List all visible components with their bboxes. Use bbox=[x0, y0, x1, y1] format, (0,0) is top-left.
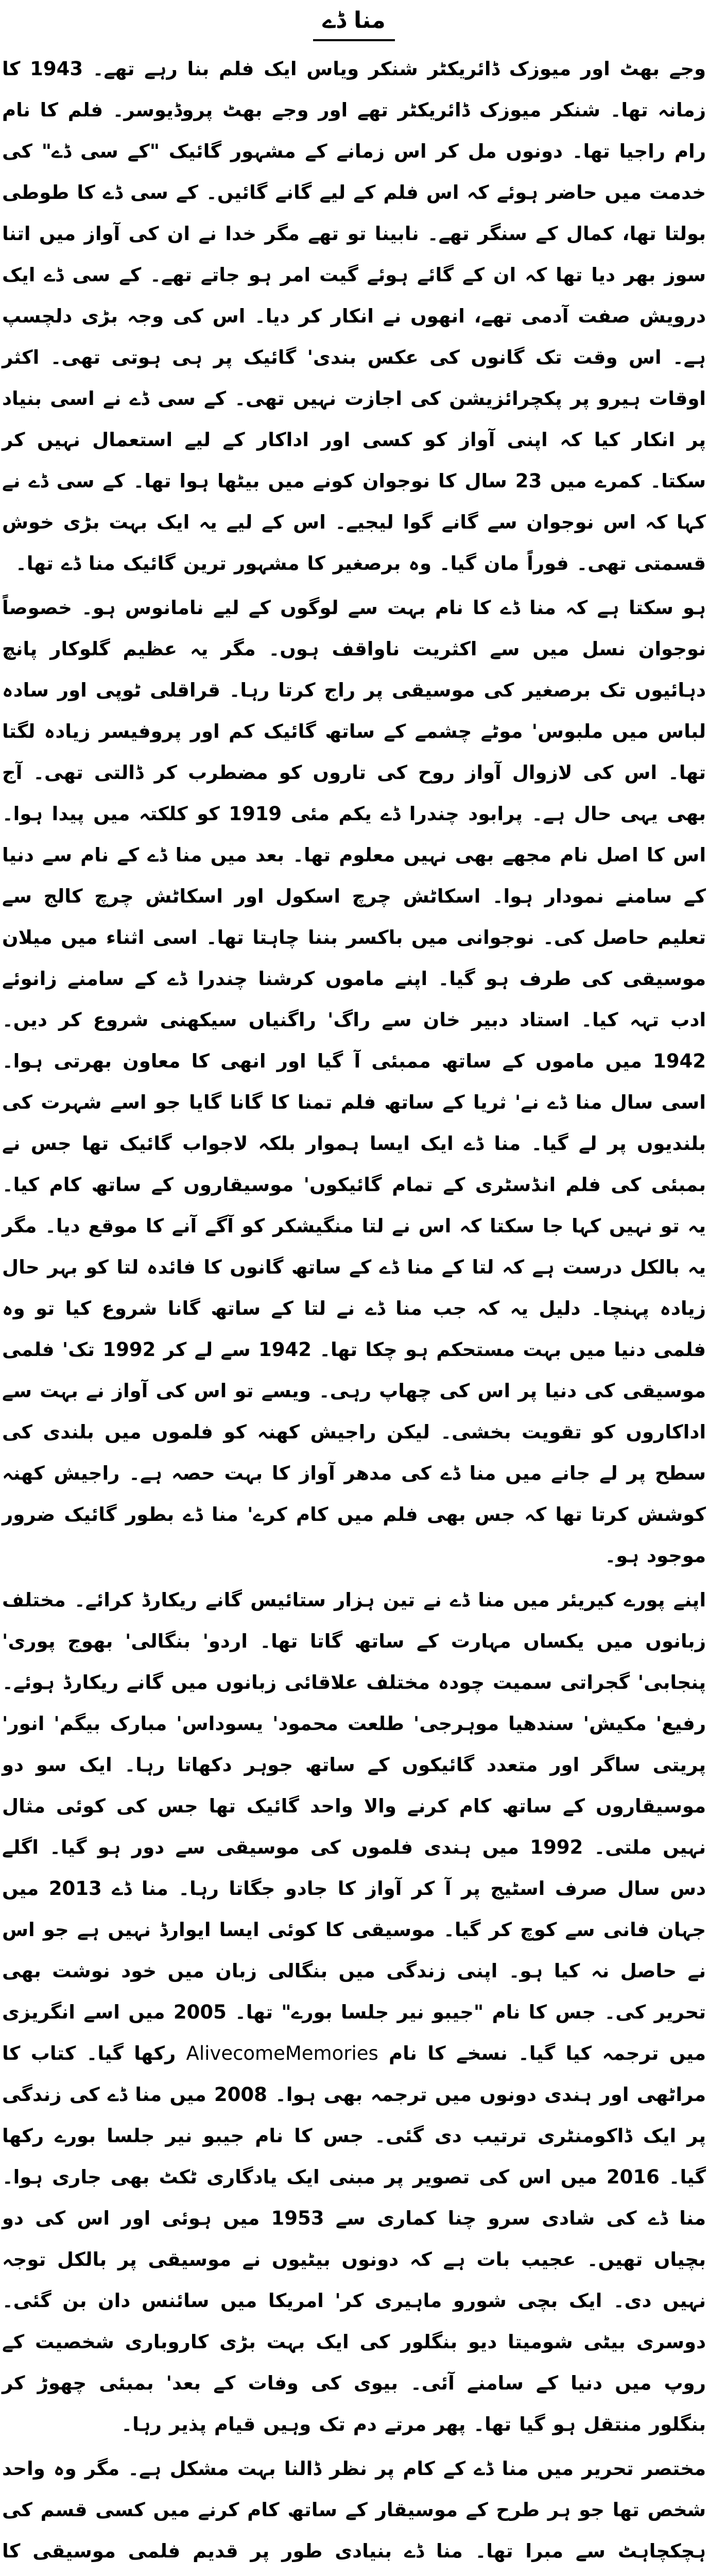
paragraph: مختصر تحریر میں منا ڈے کے کام پر نظر ڈالنا بہت مشکل ہے۔ مگر وہ واحد شخص تھا جو ہر طرح کے موسیقار کے ساتھ کام کرنے میں کسی قسم کی ہچکچاہٹ سے مبرا تھا۔ منا ڈے بنیادی طور پر قدیم فلمی موسیقی کا bbox=[2, 2458, 706, 2562]
paragraph: وجے بھٹ اور میوزک ڈائریکٹر شنکر ویاس ایک فلم بنا رہے تھے۔ 1943 کا زمانہ تھا۔ شنکر میوزک ڈائریکٹر تھے اور وجے بھٹ پروڈیوسر۔ فلم کا نام رام راجیا تھا۔ دونوں مل کر اس زمانے کے مشہور گائیک "کے سی ڈے" کی خدمت میں حاضر ہوئے کہ اس فلم کے لیے گانے گائیں۔ کے سی ڈے کا طوطی بولتا تھا، کمال کے سنگر تھے۔ نابینا تو تھے مگر خدا نے ان کی آواز میں اتنا سوز بھر دیا تھا کہ ان کے گائے ہوئے گیت امر ہو جاتے تھے۔ کے سی ڈے ایک درویش صفت آدمی تھے، انھوں نے انکار کر دیا۔ اس کی وجہ بڑی دلچسپ ہے۔ اس وقت تک گانوں کی عکس بندی' گائیک پر ہی ہوتی تھی۔ اکثر اوقات ہیرو پر پکچرائزیشن کی اجازت نہیں تھی۔ کے سی ڈے نے اسی بنیاد پر انکار کیا کہ اپنی آواز کو کسی اور اداکار کے لیے استعمال نہیں کر سکتا۔ کمرے میں 23 سال کا نوجوان کونے میں بیٹھا ہوا تھا۔ کے سی ڈے نے کہا کہ اس نوجوان سے گانے گوا لیجیے۔ اس کے لیے یہ ایک بہت بڑی خوش قسمتی تھی۔ فوراً مان گیا۔ وہ برصغیر کا مشہور ترین گائیک منا ڈے تھا۔ bbox=[2, 58, 706, 574]
paragraph: اپنے پورے کیریئر میں منا ڈے نے تین ہزار ستائیس گانے ریکارڈ کرائے۔ مختلف زبانوں میں یکساں مہارت کے ساتھ گاتا تھا۔ اردو' بنگالی' بھوج پوری' پنجابی' گجراتی سمیت چودہ مختلف علاقائی زبانوں میں گانے ریکارڈ ہوئے۔ رفیع' مکیش' سندھیا موہرجی' طلعت محمود' یسوداس' مبارک بیگم' انور' پریتی ساگر اور متعدد گائیکوں کے ساتھ جوہر دکھاتا رہا۔ ایک سو دو موسیقاروں کے ساتھ کام کرنے والا واحد گائیک تھا جس کی کوئی مثال نہیں ملتی۔ 1992 میں ہندی فلموں کی موسیقی سے دور ہو گیا۔ اگلے دس سال صرف اسٹیج پر آ کر آواز کا جادو جگاتا رہا۔ منا ڈے 2013 میں جہان فانی سے کوچ کر گیا۔ موسیقی کا کوئی ایسا ایوارڈ نہیں ہے جو اس نے حاصل نہ کیا ہو۔ اپنی زندگی میں بنگالی زبان میں خود نوشت بھی تحریر کی۔ جس کا نام "جیبو نیر جلسا بورے" تھا۔ 2005 میں اسے انگریزی میں ترجمہ کیا گیا۔ نسخے کا نام AlivecomeMemories رکھا گیا۔ کتاب کا مراٹھی اور ہندی دونوں میں ترجمہ بھی ہوا۔ 2008 میں منا ڈے کی زندگی پر ایک ڈاکومنٹری ترتیب دی گئی۔ جس کا نام جیبو نیر جلسا بورے رکھا گیا۔ 2016 میں اس کی تصویر پر مبنی ایک یادگاری ٹکٹ بھی جاری ہوا۔ منا ڈے کی شادی سرو چنا کماری سے 1953 میں ہوئی اور اس کی دو بچیاں تھیں۔ عجیب بات ہے کہ دونوں بیٹیوں نے موسیقی پر بالکل توجہ نہیں دی۔ ایک بچی شورو ماہیری کر' امریکا میں سائنس دان بن گئی۔ دوسری بیٹی شومیتا دیو بنگلور کی ایک بہت بڑی کاروباری شخصیت کے روپ میں دنیا کے سامنے آئی۔ بیوی کی وفات کے بعد' بمبئی چھوڑ کر بنگلور منتقل ہو گیا تھا۔ پھر مرتے دم تک وہیں قیام پذیر رہا۔ bbox=[2, 1589, 706, 2435]
title-wrap bbox=[2, 4, 706, 41]
book-title-latin: AlivecomeMemories bbox=[186, 2042, 378, 2064]
paragraph: ہو سکتا ہے کہ منا ڈے کا نام بہت سے لوگوں کے لیے نامانوس ہو۔ خصوصاً نوجوان نسل میں سے اکثریت ناواقف ہوں۔ مگر یہ عظیم گلوکار پانچ دہائیوں تک برصغیر کی موسیقی پر راج کرتا رہا۔ قراقلی ٹوپی اور سادہ لباس میں ملبوس' موٹے چشمے کے ساتھ گائیک کم اور پروفیسر زیادہ لگتا تھا۔ اس کی لازوال آواز روح کی تاروں کو مضطرب کر ڈالتی تھی۔ آج بھی یہی حال ہے۔ پرابود چندرا ڈے یکم مئی 1919 کو کلکتہ میں پیدا ہوا۔ اس کا اصل نام مجھے بھی نہیں معلوم تھا۔ بعد میں منا ڈے کے نام سے دنیا کے سامنے نمودار ہوا۔ اسکاٹش چرچ اسکول اور اسکاٹش چرچ کالج سے تعلیم حاصل کی۔ نوجوانی میں باکسر بننا چاہتا تھا۔ اسی اثناء میں میلان موسیقی کی طرف ہو گیا۔ اپنے ماموں کرشنا چندرا ڈے کے سامنے زانوئے ادب تہہ کیا۔ استاد دبیر خان سے راگ' راگنیاں سیکھنی شروع کر دیں۔ 1942 میں ماموں کے ساتھ ممبئی آ گیا اور انھی کا معاون بھرتی ہوا۔ اسی سال منا ڈے نے' ثریا کے ساتھ فلم تمنا کا گانا گایا جو اسے شہرت کی بلندیوں پر لے گیا۔ منا ڈے ایک ایسا ہموار بلکہ لاجواب گائیک تھا جس نے بمبئی کی فلم انڈسٹری کے تمام گائیکوں' موسیقاروں کے ساتھ کام کیا۔ یہ تو نہیں کہا جا سکتا کہ اس نے لتا منگیشکر کو آگے آنے کا موقع دیا۔ مگر یہ بالکل درست ہے کہ لتا کے منا ڈے کے ساتھ گانوں کا فائدہ لتا کو بہر حال زیادہ پہنچا۔ دلیل یہ کہ جب منا ڈے نے لتا کے ساتھ گانا شروع کیا تو وہ فلمی دنیا میں بہت مستحکم ہو چکا تھا۔ 1942 سے لے کر 1992 تک' فلمی موسیقی کی دنیا پر اس کی چھاپ رہی۔ ویسے تو اس کی آواز نے بہت سے اداکاروں کو تقویت بخشی۔ لیکن راجیش کھنہ کو فلموں میں بلندی کی سطح پر لے جانے میں منا ڈے کی مدھر آواز کا بہت حصہ ہے۔ راجیش کھنہ کوشش کرتا تھا کہ جس بھی فلم میں کام کرے' منا ڈے بطور گائیک ضرور موجود ہو۔ bbox=[2, 597, 706, 1567]
article-title: منا ڈے bbox=[313, 4, 394, 41]
